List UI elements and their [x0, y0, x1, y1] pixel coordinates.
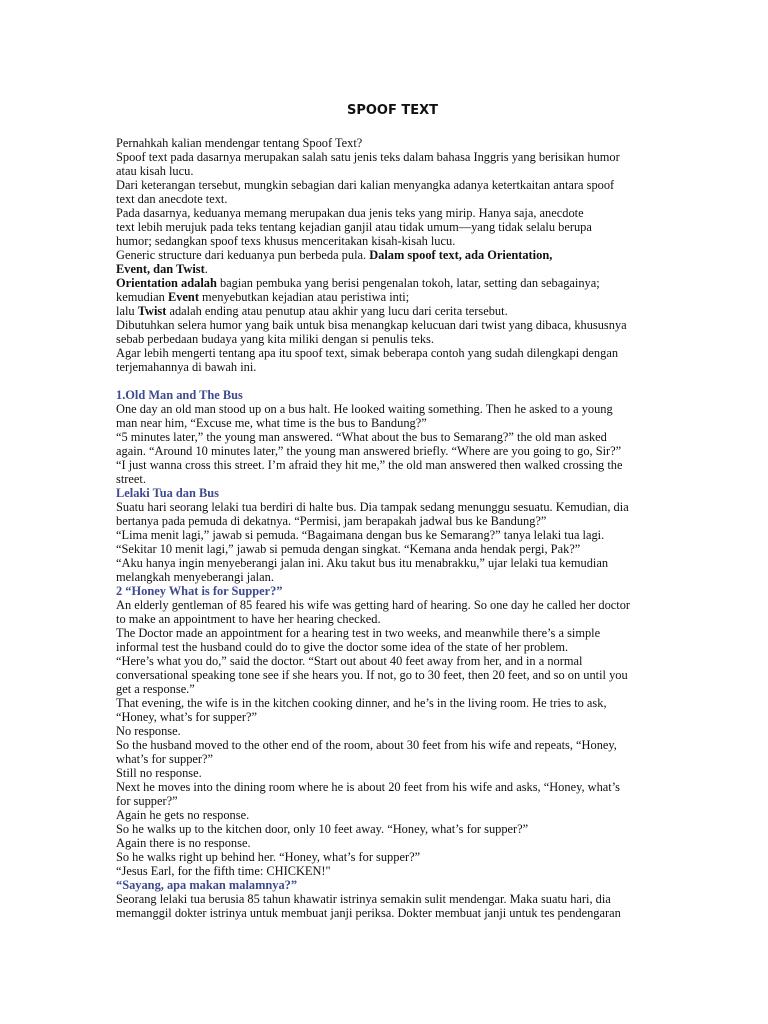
text-line: bertanya pada pemuda di dekatnya. “Permisi, jam berapakah jadwal bus ke Bandung?” — [116, 514, 547, 528]
text-line: Again he gets no response. — [116, 808, 250, 822]
section-heading: Lelaki Tua dan Bus — [116, 486, 219, 500]
text-run: Generic structure dari keduanya pun berbeda pula. — [116, 248, 370, 262]
text-line: Pernahkah kalian mendengar tentang Spoof Text? — [116, 136, 363, 150]
text-line: No response. — [116, 724, 181, 738]
text-line: Seorang lelaki tua berusia 85 tahun khawatir istrinya semakin sulit mendengar. Maka suatu hari, dia — [116, 892, 611, 906]
text-line: melangkah menyeberangi jalan. — [116, 570, 274, 584]
text-line: “Lima menit lagi,” jawab si pemuda. “Bagaimana dengan bus ke Semarang?” tanya lelaki tua lagi. — [116, 528, 605, 542]
text-run: lalu — [116, 304, 138, 318]
bold-run: Event, dan Twist — [116, 262, 205, 276]
text-line: text lebih merujuk pada teks tentang kejadian ganjil atau tidak umum—yang tidak selalu berupa — [116, 220, 592, 234]
text-line: “Aku hanya ingin menyeberangi jalan ini. Aku takut bus itu menabrakku,” ujar lelaki tua kemudian — [116, 556, 609, 570]
text-line: text dan anecdote text. — [116, 192, 228, 206]
text-line: terjemahannya di bawah ini. — [116, 360, 257, 374]
text-line: Again there is no response. — [116, 836, 251, 850]
text-line — [116, 290, 656, 304]
text-line: Still no response. — [116, 766, 202, 780]
text-line: “I just wanna cross this street. I’m afraid they hit me,” the old man answered then walked crossing the — [116, 458, 623, 472]
text-line — [116, 248, 656, 262]
text-line — [116, 304, 656, 318]
text-line: “Sekitar 10 menit lagi,” jawab si pemuda dengan singkat. “Kemana anda hendak pergi, Pak?” — [116, 542, 581, 556]
text-line — [116, 276, 656, 290]
text-line: An elderly gentleman of 85 feared his wife was getting hard of hearing. So one day he called her doctor — [116, 598, 631, 612]
text-run: kemudian — [116, 290, 168, 304]
text-line: So he walks up to the kitchen door, only 10 feet away. “Honey, what’s for supper?” — [116, 822, 529, 836]
text-line — [116, 262, 656, 276]
text-line: Next he moves into the dining room where he is about 20 feet from his wife and asks, “Honey, what’s — [116, 780, 620, 794]
text-line: “Honey, what’s for supper?” — [116, 710, 257, 724]
text-line: for supper?” — [116, 794, 178, 808]
text-run: bagian pembuka yang berisi pengenalan tokoh, latar, setting dan sebagainya; — [216, 276, 600, 290]
bold-run: Event — [167, 290, 199, 304]
section-heading: “Sayang, apa makan malamnya?” — [116, 878, 298, 892]
text-line: “5 minutes later,” the young man answered. “What about the bus to Semarang?” the old man asked — [116, 430, 607, 444]
text-line: Dibutuhkan selera humor yang baik untuk bisa menangkap kelucuan dari twist yang dibaca, khususnya — [116, 318, 627, 332]
text-line: The Doctor made an appointment for a hearing test in two weeks, and meanwhile there’s a simple — [116, 626, 601, 640]
text-line: Dari keterangan tersebut, mungkin sebagian dari kalian menyangka adanya ketertkaitan antara spoof — [116, 178, 615, 192]
text-line: man near him, “Excuse me, what time is the bus to Bandung?” — [116, 416, 427, 430]
text-line: get a response.” — [116, 682, 195, 696]
text-line: conversational speaking tone see if she hears you. If not, go to 30 feet, then 20 feet, and so on until you — [116, 668, 628, 682]
text-run: menyebutkan kejadian atau peristiwa inti; — [198, 290, 410, 304]
section-heading: 1.Old Man and The Bus — [116, 388, 243, 402]
text-line: Spoof text pada dasarnya merupakan salah satu jenis teks dalam bahasa Inggris yang berisikan humor — [116, 150, 620, 164]
text-line: Agar lebih mengerti tentang apa itu spoof text, simak beberapa contoh yang sudah dilengkapi dengan — [116, 346, 619, 360]
text-line: Pada dasarnya, keduanya memang merupakan dua jenis teks yang mirip. Hanya saja, anecdote — [116, 206, 584, 220]
text-line: So the husband moved to the other end of the room, about 30 feet from his wife and repeats, “Honey, — [116, 738, 617, 752]
bold-run: Dalam spoof text, ada Orientation, — [369, 248, 553, 262]
text-line: informal test the husband could do to give the doctor some idea of the state of her problem. — [116, 640, 569, 654]
section-heading: 2 “Honey What is for Supper?” — [116, 584, 283, 598]
text-line: Suatu hari seorang lelaki tua berdiri di halte bus. Dia tampak sedang menunggu sesuatu. Kemudian, dia — [116, 500, 629, 514]
text-run: . — [204, 262, 208, 276]
text-line: humor; sedangkan spoof texs khusus menceritakan kisah-kisah lucu. — [116, 234, 456, 248]
text-line: “Here’s what you do,” said the doctor. “Start out about 40 feet away from her, and in a normal — [116, 654, 583, 668]
text-line: One day an old man stood up on a bus halt. He looked waiting something. Then he asked to a young — [116, 402, 613, 416]
page-title: SPOOF TEXT — [346, 103, 439, 118]
text-line: street. — [116, 472, 146, 486]
text-line: atau kisah lucu. — [116, 164, 194, 178]
bold-run: Twist — [137, 304, 167, 318]
text-line: what’s for supper?” — [116, 752, 214, 766]
text-line: That evening, the wife is in the kitchen cooking dinner, and he’s in the living room. He tries to ask, — [116, 696, 607, 710]
document-page — [116, 100, 656, 920]
text-line: So he walks right up behind her. “Honey, what’s for supper?” — [116, 850, 421, 864]
text-line: memanggil dokter istrinya untuk membuat janji periksa. Dokter membuat janji untuk tes pendengaran — [116, 906, 621, 920]
text-line: “Jesus Earl, for the fifth time: CHICKEN!" — [116, 864, 331, 878]
bold-run: Orientation adalah — [116, 276, 217, 290]
text-line: sebab perbedaan budaya yang kita miliki dengan si penulis teks. — [116, 332, 434, 346]
text-line: again. “Around 10 minutes later,” the young man answered briefly. “Where are you going to go, Sir?” — [116, 444, 622, 458]
text-line: to make an appointment to have her hearing checked. — [116, 612, 381, 626]
text-run: adalah ending atau penutup atau akhir yang lucu dari cerita tersebut. — [166, 304, 508, 318]
paragraph-gap — [116, 374, 656, 388]
